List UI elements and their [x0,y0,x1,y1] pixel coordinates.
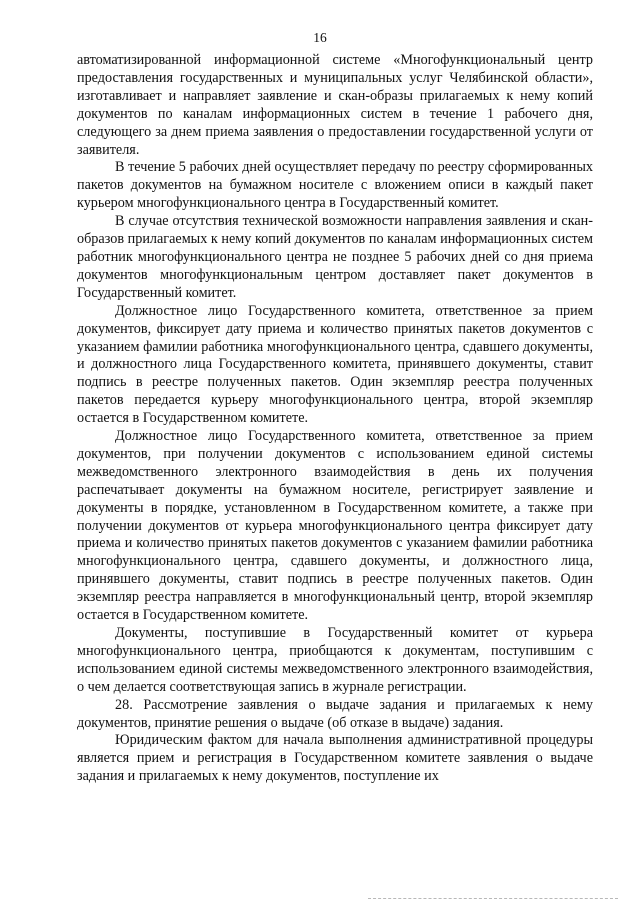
paragraph-registry-transfer: В течение 5 рабочих дней осуществляет передачу по реестру сформированных пакетов документов на бумажном носителе с вложением описи в каждый пакет курьером многофункционального центра в Государственный комитет. [77,159,593,212]
paragraph-official-receipt: Должностное лицо Государственного комитета, ответственное за прием документов, фиксирует дату приема и количество принятых пакетов документов с указанием фамилии работника многофункционального центра, сдавшего документы, и должностного лица Государственного комитета, принявшего документы, ставит подпись в реестре полученных пакетов. Один экземпляр реестра полученных пакетов передается курьеру многофункционального центра, второй экземпляр остается в Государственном комитете. [77,302,593,427]
document-body [77,52,593,786]
paragraph-section-28: 28. Рассмотрение заявления о выдаче задания и прилагаемых к нему документов, принятие решения о выдаче (об отказе в выдаче) задания. [77,696,593,731]
paragraph-no-technical-possibility: В случае отсутствия технической возможности направления заявления и скан-образов прилагаемых к нему копий документов по каналам информационных систем работник многофункционального центра не позднее 5 рабочих дней со дня приема документов многофункциональным центром доставляет пакет документов в Государственный комитет. [77,213,593,301]
paragraph-electronic-receipt: Должностное лицо Государственного комитета, ответственное за прием документов, при получении документов с использованием единой системы межведомственного электронного взаимодействия в день их получения распечатывает документы на бумажном носителе, регистрирует заявление и документы в порядке, установленном в Государственном комитете, а также при получении документов от курьера многофункционального центра фиксирует дату приема и количество принятых пакетов документов с указанием фамилии работника многофункционального центра, сдавшего документы, и должностного лица, принявшего документы, ставит подпись в реестре полученных пакетов. Один экземпляр реестра направляется в многофункциональный центр, второй экземпляр остается в Государственном комитете. [77,428,593,624]
paragraph-continuation: автоматизированной информационной системе «Многофункциональный центр предоставления государственных и муниципальных услуг Челябинской области», изготавливает и направляет заявление и скан-образы прилагаемых к нему копий документов по каналам информационных систем в течение 1 рабочего дня, следующего за днем приема заявления о предоставлении государственной услуги от заявителя. [77,52,593,158]
paragraph-documents-attached: Документы, поступившие в Государственный комитет от курьера многофункционального центра, приобщаются к документам, поступившим с использованием единой системы межведомственного электронного взаимодействия, о чем делается соответствующая запись в журнале регистрации. [77,625,593,695]
scan-bottom-line [368,898,618,899]
paragraph-legal-fact: Юридическим фактом для начала выполнения административной процедуры является прием и регистрация в Государственном комитете заявления о выдаче задания и прилагаемых к нему документов, поступление их [77,732,593,785]
page-number: 16 [313,30,327,45]
